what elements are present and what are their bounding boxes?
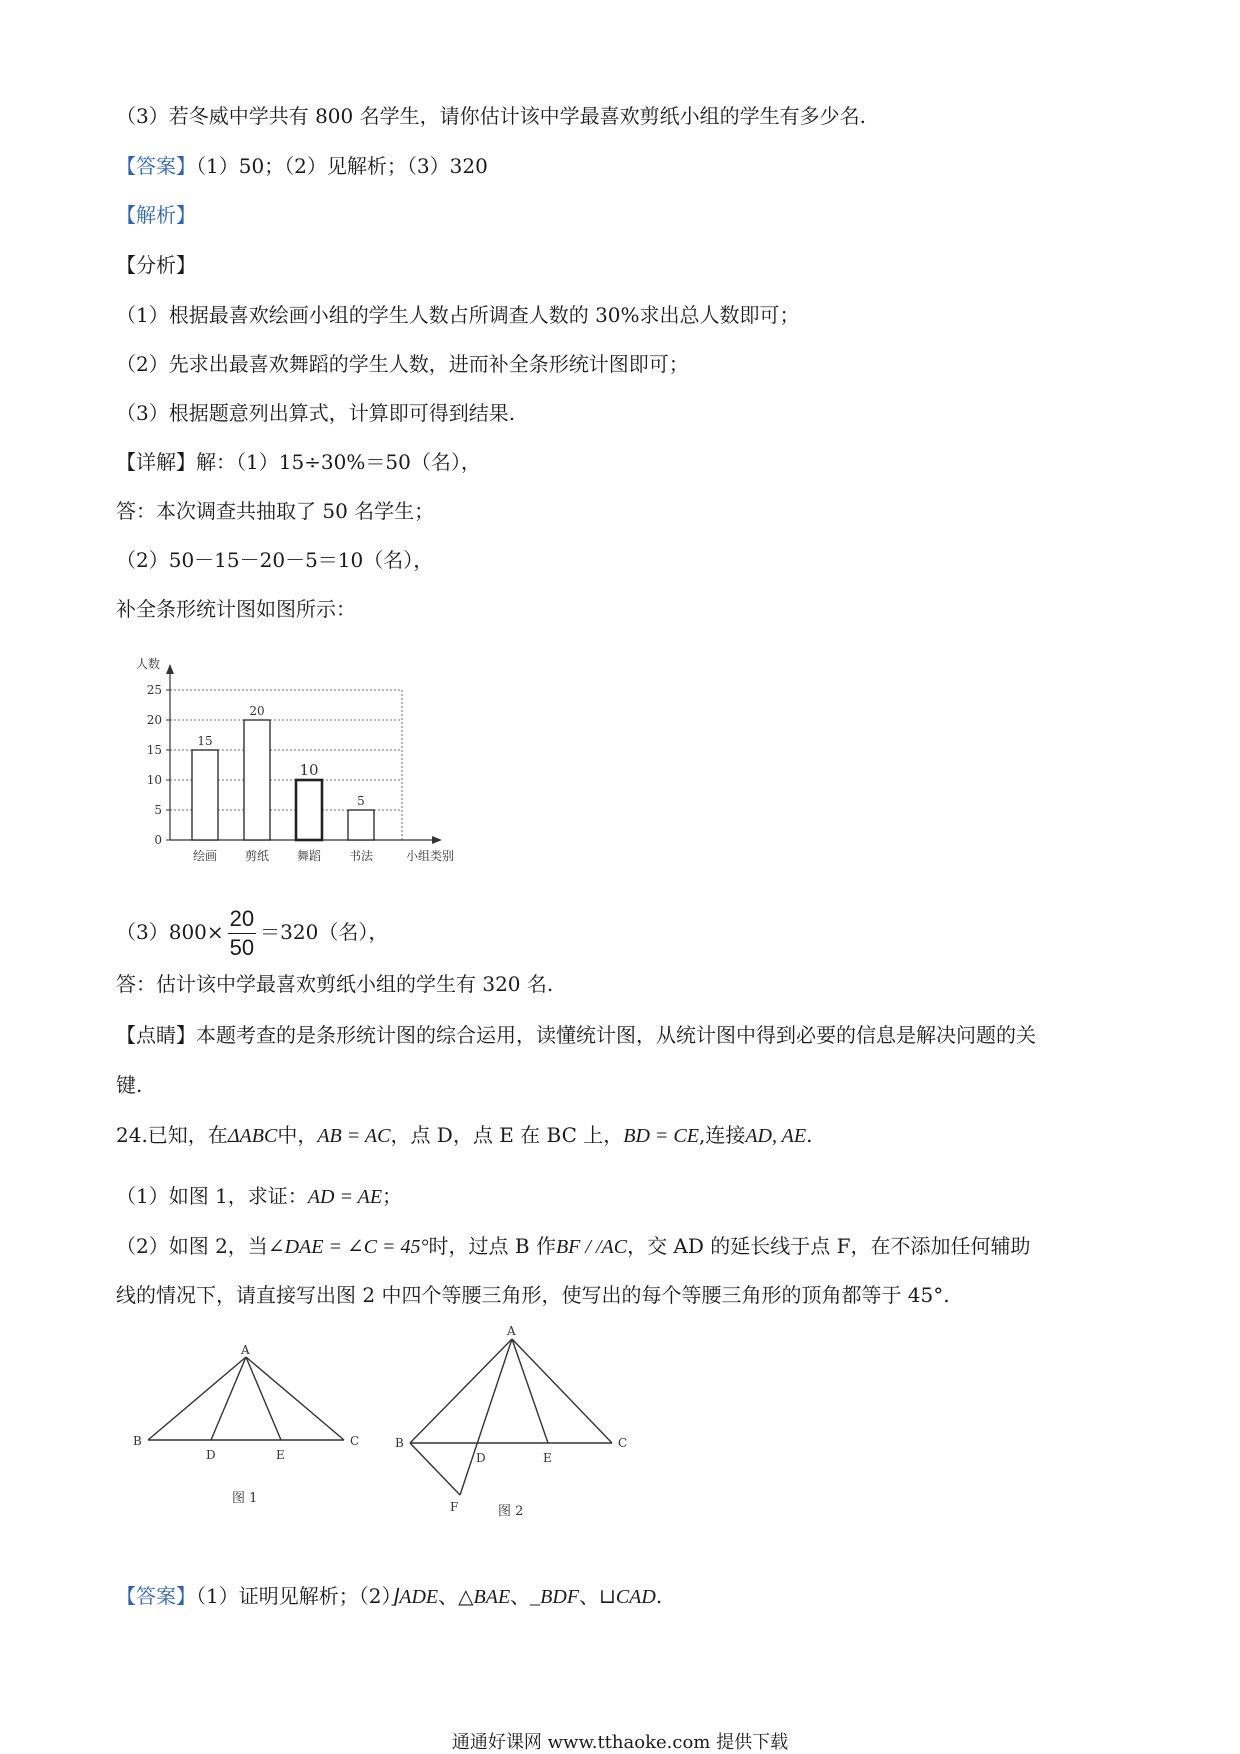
q24-math-2: AB = AC — [317, 1125, 391, 1147]
q24-math-1: ΔABC — [227, 1125, 278, 1147]
fig1-caption: 图 1 — [232, 1491, 258, 1506]
category-label-绘画: 绘画 — [192, 849, 218, 863]
fenxi-3: （3）根据题意列出算式，计算即可得到结果. — [116, 401, 516, 425]
bar-value-label-绘画: 15 — [197, 734, 213, 748]
fig2-side-ac — [512, 1339, 612, 1443]
y-tick-label-5: 5 — [154, 803, 162, 817]
p2-text-c: ，交 AD 的延长线于点 F，在不添加任何辅助 — [627, 1234, 1031, 1258]
bar-舞蹈 — [296, 780, 322, 840]
q24-part-1 — [116, 1182, 402, 1211]
q24-text-d: ,连接 — [698, 1123, 746, 1147]
answer-24-tri-4: ⊔CAD — [599, 1586, 656, 1608]
bar-绘画 — [192, 750, 218, 840]
geometry-figure-1 — [128, 1345, 368, 1515]
bar-value-label-剪纸: 20 — [249, 704, 265, 718]
fig1-label-d: D — [206, 1448, 216, 1462]
y-axis-arrow — [166, 664, 174, 674]
detail-3 — [116, 904, 388, 962]
q24-part-2 — [116, 1232, 1031, 1261]
p1-text-b: ； — [382, 1184, 403, 1208]
analysis-tag: 【解析】 — [116, 203, 196, 227]
fenxi-2: （2）先求出最喜欢舞蹈的学生人数，进而补全条形统计图即可； — [116, 352, 689, 376]
fig1-label-e: E — [276, 1448, 285, 1462]
y-tick-label-0: 0 — [154, 833, 162, 847]
p2-text-b: 时，过点 B 作 — [428, 1234, 556, 1258]
fig1-side-ab — [148, 1357, 246, 1440]
answer-24-tri-1: ⌋ADE — [391, 1586, 439, 1608]
answer-tag: 【答案】 — [116, 154, 196, 178]
line-q3: （3）若冬威中学共有 800 名学生，请你估计该中学最喜欢剪纸小组的学生有多少名. — [116, 104, 866, 128]
bar-value-label-舞蹈: 10 — [299, 761, 319, 779]
fig1-seg-ae — [246, 1357, 281, 1440]
y-tick-label-25: 25 — [146, 683, 162, 697]
fig2-seg-bf — [410, 1443, 460, 1495]
detail-tag: 【详解】 — [116, 450, 196, 474]
fig1-label-a: A — [241, 1343, 250, 1357]
fig2-label-d: D — [476, 1451, 486, 1465]
x-axis-title: 小组类别 — [406, 849, 455, 863]
category-label-书法: 书法 — [348, 849, 374, 863]
p1-math: AD = AE — [307, 1186, 383, 1208]
fenxi-heading: 【分析】 — [116, 253, 196, 277]
bar-书法 — [348, 810, 374, 840]
detail-line — [116, 448, 481, 476]
fig2-label-f: F — [450, 1500, 459, 1514]
fig1-label-b: B — [133, 1434, 142, 1448]
y-tick-label-15: 15 — [146, 743, 162, 757]
calc-prefix: （3）800× — [116, 920, 224, 944]
answer-24-sep-1: 、 — [438, 1584, 459, 1608]
answer-24-end: . — [655, 1584, 663, 1608]
dianjing-line — [116, 1021, 1036, 1049]
q24-text-e: . — [806, 1123, 813, 1147]
answer-line — [116, 152, 488, 180]
answer-24-tag: 【答案】 — [116, 1584, 196, 1608]
p2-math-2: BF / /AC — [555, 1236, 628, 1258]
answer-24-text: （1）证明见解析；（2） — [196, 1584, 392, 1608]
fig2-seg-af — [460, 1339, 512, 1495]
q24-part-2-cont: 线的情况下，请直接写出图 2 中四个等腰三角形，使写出的每个等腰三角形的顶角都等于 45°. — [116, 1283, 950, 1307]
fig1-seg-ad — [211, 1357, 246, 1440]
fraction-numerator: 20 — [228, 905, 256, 934]
dianjing-line-2: 键. — [116, 1073, 143, 1097]
fig1-label-c: C — [350, 1434, 360, 1448]
detail-answer-3: 答：估计该中学最喜欢剪纸小组的学生有 320 名. — [116, 972, 554, 996]
category-label-剪纸: 剪纸 — [244, 849, 270, 863]
p2-math-1: ∠DAE = ∠C = 45° — [267, 1236, 429, 1258]
calc-suffix: ＝320（名）， — [260, 920, 389, 944]
q24-text-b: 中， — [277, 1123, 318, 1147]
answer-24-tri-2: △BAE — [458, 1586, 511, 1608]
fig2-caption: 图 2 — [498, 1504, 524, 1519]
bar-chart — [136, 657, 540, 875]
q24-text-a: 24.已知，在 — [116, 1123, 228, 1147]
fenxi-1: （1）根据最喜欢绘画小组的学生人数占所调查人数的 30%求出总人数即可； — [116, 303, 800, 327]
y-tick-label-20: 20 — [146, 713, 162, 727]
bar-value-label-书法: 5 — [357, 794, 365, 808]
detail-2: （2）50－15－20－5＝10（名）， — [116, 548, 434, 572]
fraction-denominator: 50 — [229, 935, 255, 960]
fig2-side-ab — [410, 1339, 512, 1443]
fig2-label-c: C — [618, 1436, 628, 1450]
q24-stem — [116, 1121, 812, 1150]
dianjing-tag: 【点睛】 — [116, 1023, 196, 1047]
answer-24-line — [116, 1582, 662, 1611]
geometry-figure-2 — [390, 1325, 640, 1525]
detail-chart-intro: 补全条形统计图如图所示： — [116, 597, 356, 621]
q24-text-c: ，点 D，点 E 在 BC 上， — [390, 1123, 624, 1147]
detail-answer-1: 答：本次调查共抽取了 50 名学生； — [116, 499, 435, 523]
category-label-舞蹈: 舞蹈 — [296, 849, 322, 863]
answer-24-sep-3: 、 — [579, 1584, 600, 1608]
fig2-label-a: A — [507, 1324, 516, 1338]
fraction — [228, 905, 256, 962]
q24-math-4: AD, AE — [745, 1125, 807, 1147]
y-axis-title: 人数 — [136, 657, 161, 671]
answer-24-sep-2: 、 — [510, 1584, 531, 1608]
bar-剪纸 — [244, 720, 270, 840]
fig2-seg-ae — [512, 1339, 548, 1443]
dianjing-text: 本题考查的是条形统计图的综合运用，读懂统计图，从统计图中得到必要的信息是解决问题的关 — [196, 1023, 1036, 1047]
y-tick-label-10: 10 — [146, 773, 162, 787]
answer-24-tri-3: _BDF — [530, 1586, 580, 1608]
detail-text: 解：（1）15÷30%＝50（名）， — [196, 450, 481, 474]
fig1-side-ac — [246, 1357, 344, 1440]
fig2-label-b: B — [395, 1436, 404, 1450]
page-footer: 通通好课网 www.tthaoke.com 提供下载 — [451, 1732, 789, 1753]
answer-text: （1）50；（2）见解析；（3）320 — [196, 154, 488, 178]
fig2-label-e: E — [543, 1451, 552, 1465]
p1-text-a: （1）如图 1，求证： — [116, 1184, 308, 1208]
p2-text-a: （2）如图 2，当 — [116, 1234, 268, 1258]
q24-math-3: BD = CE — [623, 1125, 699, 1147]
x-axis-arrow — [432, 836, 442, 844]
